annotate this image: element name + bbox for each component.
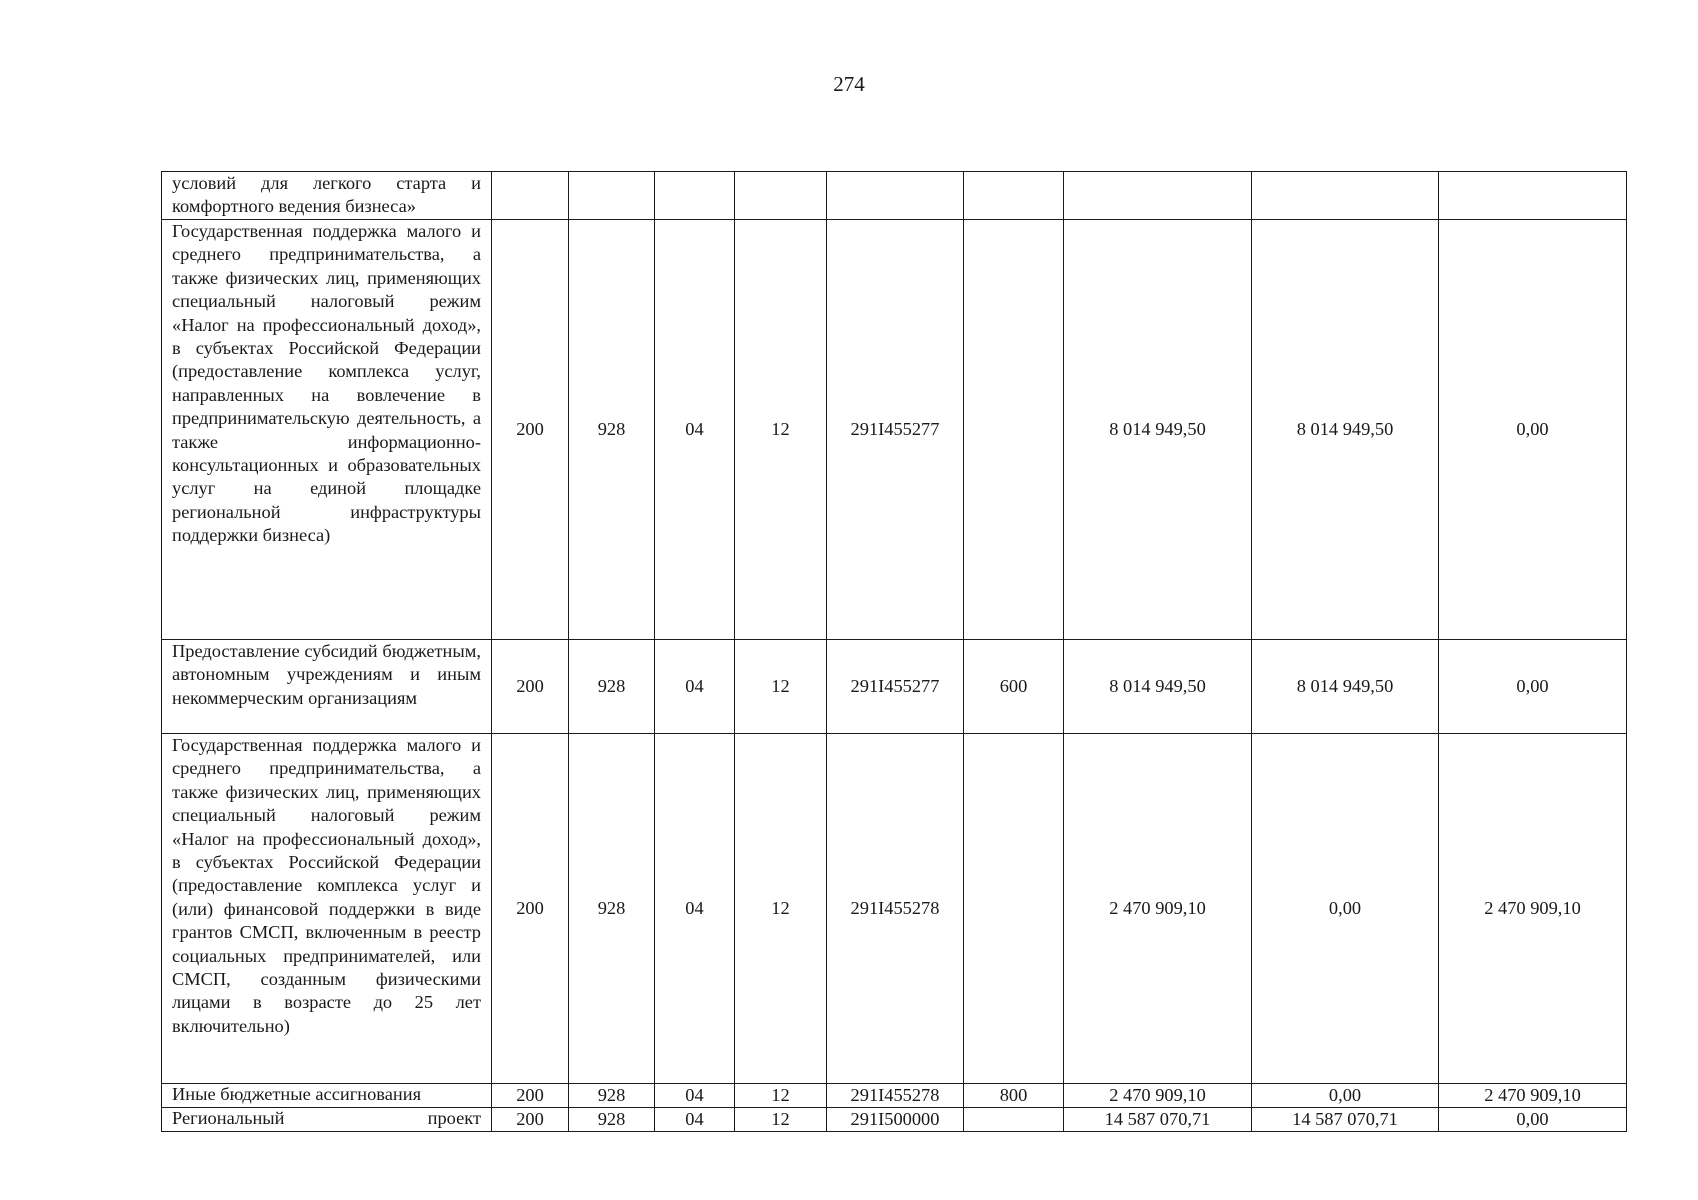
federal-amount-cell: 0,00	[1252, 734, 1439, 1084]
row-description: Государственная поддержка малого и среднего предпринимательства, а также физических лиц, применяющих специальный налоговый режим «Налог на профессиональный доход», в субъектах Российской Федерации (предоставление комплекса услуг и (или) финансовой поддержки в виде грантов СМСП, включенным в реестр социальных предпринимателей, или СМСП, созданным физическими лицами в возрасте до 25 лет включительно)	[162, 734, 492, 1084]
regional-amount-cell: 0,00	[1439, 220, 1627, 640]
subsection-cell: 12	[735, 220, 827, 640]
table-row	[162, 172, 1627, 220]
total-amount-cell	[1064, 172, 1252, 220]
ministry-code-cell: 928	[569, 640, 655, 734]
expense-type-cell	[964, 172, 1064, 220]
expense-type-cell	[964, 220, 1064, 640]
budget-code-cell: 200	[492, 220, 569, 640]
total-amount-cell: 8 014 949,50	[1064, 220, 1252, 640]
expense-type-cell: 800	[964, 1084, 1064, 1108]
regional-amount-cell: 2 470 909,10	[1439, 1084, 1627, 1108]
section-cell: 04	[655, 1084, 735, 1108]
federal-amount-cell	[1252, 172, 1439, 220]
budget-code-cell	[492, 172, 569, 220]
table-row	[162, 1108, 1627, 1132]
federal-amount-cell: 0,00	[1252, 1084, 1439, 1108]
budget-code-cell: 200	[492, 640, 569, 734]
budget-code-cell: 200	[492, 1084, 569, 1108]
budget-table	[161, 171, 1627, 1132]
row-description: Предоставление субсидий бюджетным, автономным учреждениям и иным некоммерческим организациям	[162, 640, 492, 734]
row-description: условий для легкого старта и комфортного ведения бизнеса»	[162, 172, 492, 220]
total-amount-cell: 2 470 909,10	[1064, 734, 1252, 1084]
ministry-code-cell: 928	[569, 1108, 655, 1132]
row-description: Государственная поддержка малого и среднего предпринимательства, а также физических лиц, применяющих специальный налоговый режим «Налог на профессиональный доход», в субъектах Российской Федерации (предоставление комплекса услуг, направленных на вовлечение в предпринимательскую деятельность, а также информационно-консультационных и образовательных услуг на единой площадке региональной инфраструктуры поддержки бизнеса)	[162, 220, 492, 640]
expense-type-cell	[964, 1108, 1064, 1132]
ministry-code-cell: 928	[569, 1084, 655, 1108]
row-description: Иные бюджетные ассигнования	[162, 1084, 492, 1108]
ministry-code-cell	[569, 172, 655, 220]
target-article-cell: 291I455277	[827, 220, 964, 640]
total-amount-cell: 8 014 949,50	[1064, 640, 1252, 734]
table-row	[162, 1084, 1627, 1108]
subsection-cell: 12	[735, 1084, 827, 1108]
section-cell: 04	[655, 220, 735, 640]
table-row	[162, 220, 1627, 640]
federal-amount-cell: 8 014 949,50	[1252, 640, 1439, 734]
target-article-cell	[827, 172, 964, 220]
budget-code-cell: 200	[492, 1108, 569, 1132]
federal-amount-cell: 8 014 949,50	[1252, 220, 1439, 640]
section-cell	[655, 172, 735, 220]
section-cell: 04	[655, 640, 735, 734]
page-number: 274	[833, 72, 865, 96]
subsection-cell: 12	[735, 734, 827, 1084]
expense-type-cell	[964, 734, 1064, 1084]
target-article-cell: 291I455277	[827, 640, 964, 734]
subsection-cell	[735, 172, 827, 220]
section-cell: 04	[655, 734, 735, 1084]
regional-amount-cell	[1439, 172, 1627, 220]
ministry-code-cell: 928	[569, 220, 655, 640]
target-article-cell: 291I455278	[827, 734, 964, 1084]
target-article-cell: 291I500000	[827, 1108, 964, 1132]
federal-amount-cell: 14 587 070,71	[1252, 1108, 1439, 1132]
total-amount-cell: 14 587 070,71	[1064, 1108, 1252, 1132]
subsection-cell: 12	[735, 1108, 827, 1132]
target-article-cell: 291I455278	[827, 1084, 964, 1108]
table-row	[162, 734, 1627, 1084]
regional-amount-cell: 0,00	[1439, 640, 1627, 734]
row-description: Региональный проект	[162, 1108, 492, 1132]
total-amount-cell: 2 470 909,10	[1064, 1084, 1252, 1108]
ministry-code-cell: 928	[569, 734, 655, 1084]
subsection-cell: 12	[735, 640, 827, 734]
regional-amount-cell: 2 470 909,10	[1439, 734, 1627, 1084]
regional-amount-cell: 0,00	[1439, 1108, 1627, 1132]
expense-type-cell: 600	[964, 640, 1064, 734]
section-cell: 04	[655, 1108, 735, 1132]
budget-code-cell: 200	[492, 734, 569, 1084]
table-row	[162, 640, 1627, 734]
